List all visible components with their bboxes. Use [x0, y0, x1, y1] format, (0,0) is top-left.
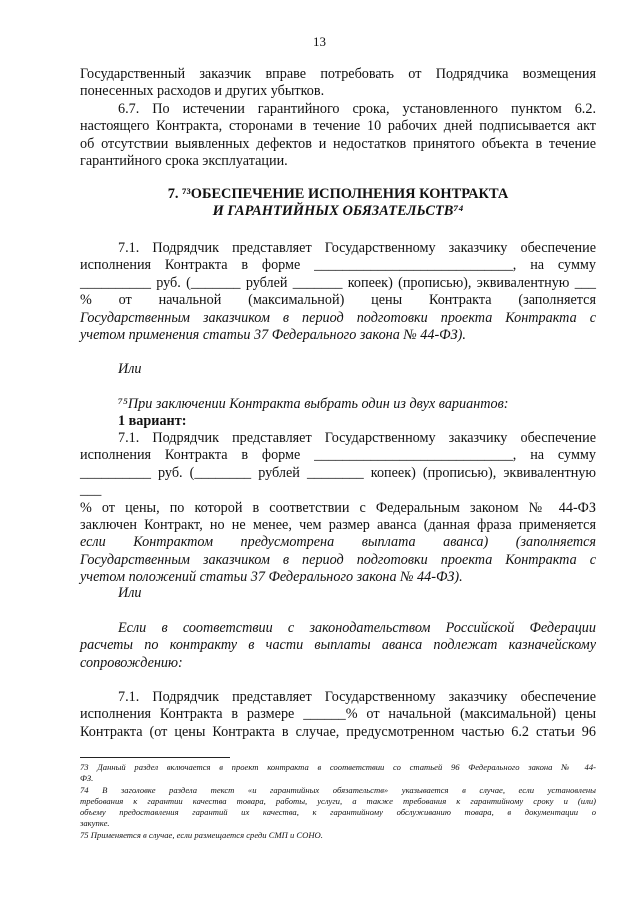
text-line: учетом положений статьи 37 Федерального закона № 44-ФЗ).: [80, 569, 463, 586]
text-line: об отсутствии выявленных дефектов и недостатков принятого объекта в течение: [80, 135, 596, 152]
paragraph-6-6-end: [80, 66, 596, 101]
text-line: заключен Контракт, но не менее, чем размер аванса (данная фраза применяется: [80, 517, 596, 534]
footnote-line: закупке.: [80, 818, 110, 829]
text-line: 6.7. По истечении гарантийного срока, установленного пунктом 6.2.: [118, 101, 596, 117]
text-line: расчеты по контракту в части выплаты аванса подлежат казначейскому: [80, 637, 596, 654]
clause-7-1-variant-1: [80, 430, 596, 587]
page-number: 13: [313, 34, 326, 49]
text-line: Или: [118, 585, 142, 601]
text-line: Государственным заказчиком в период подготовки проекта Контракта с: [80, 551, 596, 568]
footnote-line: 75 Применяется в случае, если размещается среди СМП и СОНО.: [80, 829, 323, 840]
heading-line-2: И ГАРАНТИЙНЫХ ОБЯЗАТЕЛЬСТВ⁷⁴: [212, 203, 464, 220]
footnote-line: ФЗ.: [80, 773, 94, 784]
footnotes: [80, 762, 596, 841]
text-line: сопровождению:: [80, 654, 183, 671]
text-line: Или: [118, 361, 142, 377]
text-line: настоящего Контракта, сторонами в течение 10 рабочих дней подписывается акт: [80, 118, 596, 135]
text-line: __________ руб. (_______ рублей _______ копеек) (прописью), эквивалентную ___: [80, 274, 596, 291]
footnote-line: 73 Данный раздел включается в проект контракта в соответствии со статьей 96 Федерального закона № 44-: [80, 762, 596, 772]
text-line: 7.1. Подрядчик представляет Государственному заказчику обеспечение: [118, 689, 596, 705]
text-line: Государственным заказчиком в период подготовки проекта Контракта с: [80, 309, 596, 326]
footnote-line: объему предоставления гарантий их качества, к гарантийному обслуживанию товара, в документации о: [80, 807, 596, 818]
text-line: Если в соответствии с законодательством Российской Федерации: [118, 620, 596, 636]
footnote-separator: [80, 757, 230, 758]
paragraph-6-7: [80, 101, 596, 171]
variant-1-label: [118, 413, 634, 430]
text-line: __________ руб. (________ рублей ________ копеек) (прописью), эквивалентную ___: [80, 464, 596, 499]
text-line: 7.1. Подрядчик представляет Государственному заказчику обеспечение: [118, 430, 596, 446]
variant-note: [118, 396, 634, 413]
text-line: ⁷⁵При заключении Контракта выбрать один из двух вариантов:: [118, 396, 509, 412]
text-line: Государственный заказчик вправе потребовать от Подрядчика возмещения: [80, 66, 596, 82]
heading-line-1: 7. ⁷³ОБЕСПЕЧЕНИЕ ИСПОЛНЕНИЯ КОНТРАКТА: [167, 186, 509, 202]
or-label-1: [118, 361, 634, 378]
text-line: исполнения Контракта в размере ______% от начальной (максимальной) цены: [80, 706, 596, 723]
text-line: 7.1. Подрядчик представляет Государственному заказчику обеспечение: [118, 240, 596, 256]
text-line: 1 вариант:: [118, 413, 187, 429]
footnote-line: требования к гарантии качества товара, работы, услуги, а также требования к гарантийному сроку и (или): [80, 795, 596, 806]
treasury-condition: [80, 620, 596, 672]
or-label-2: [118, 585, 634, 602]
clause-7-1-a: [80, 240, 596, 344]
footnote-line: 74 В заголовке раздела текст «и гарантийных обязательств» указывается в случае, если установлены: [80, 784, 596, 795]
text-line: % от цены, по которой в соответствии с Федеральным законом № 44-ФЗ: [80, 499, 596, 516]
text-line: исполнения Контракта в форме ____________________________, на сумму: [80, 257, 596, 274]
clause-7-1-treasury: [80, 689, 596, 741]
text-line: Контракта (от цены Контракта в случае, предусмотренном частью 6.2 статьи 96: [80, 723, 596, 740]
text-line: если Контрактом предусмотрена выплата аванса) (заполняется: [80, 534, 596, 551]
text-line: учетом применения статьи 37 Федерального закона № 44-ФЗ).: [80, 327, 466, 344]
text-line: исполнения Контракта в форме ____________________________, на сумму: [80, 447, 596, 464]
section-7-heading: [80, 186, 596, 221]
text-line: гарантийного срока эксплуатации.: [80, 153, 288, 170]
text-line: понесенных расходов и других убытков.: [80, 83, 325, 100]
text-line: % от начальной (максимальной) цены Контракта (заполняется: [80, 292, 596, 309]
